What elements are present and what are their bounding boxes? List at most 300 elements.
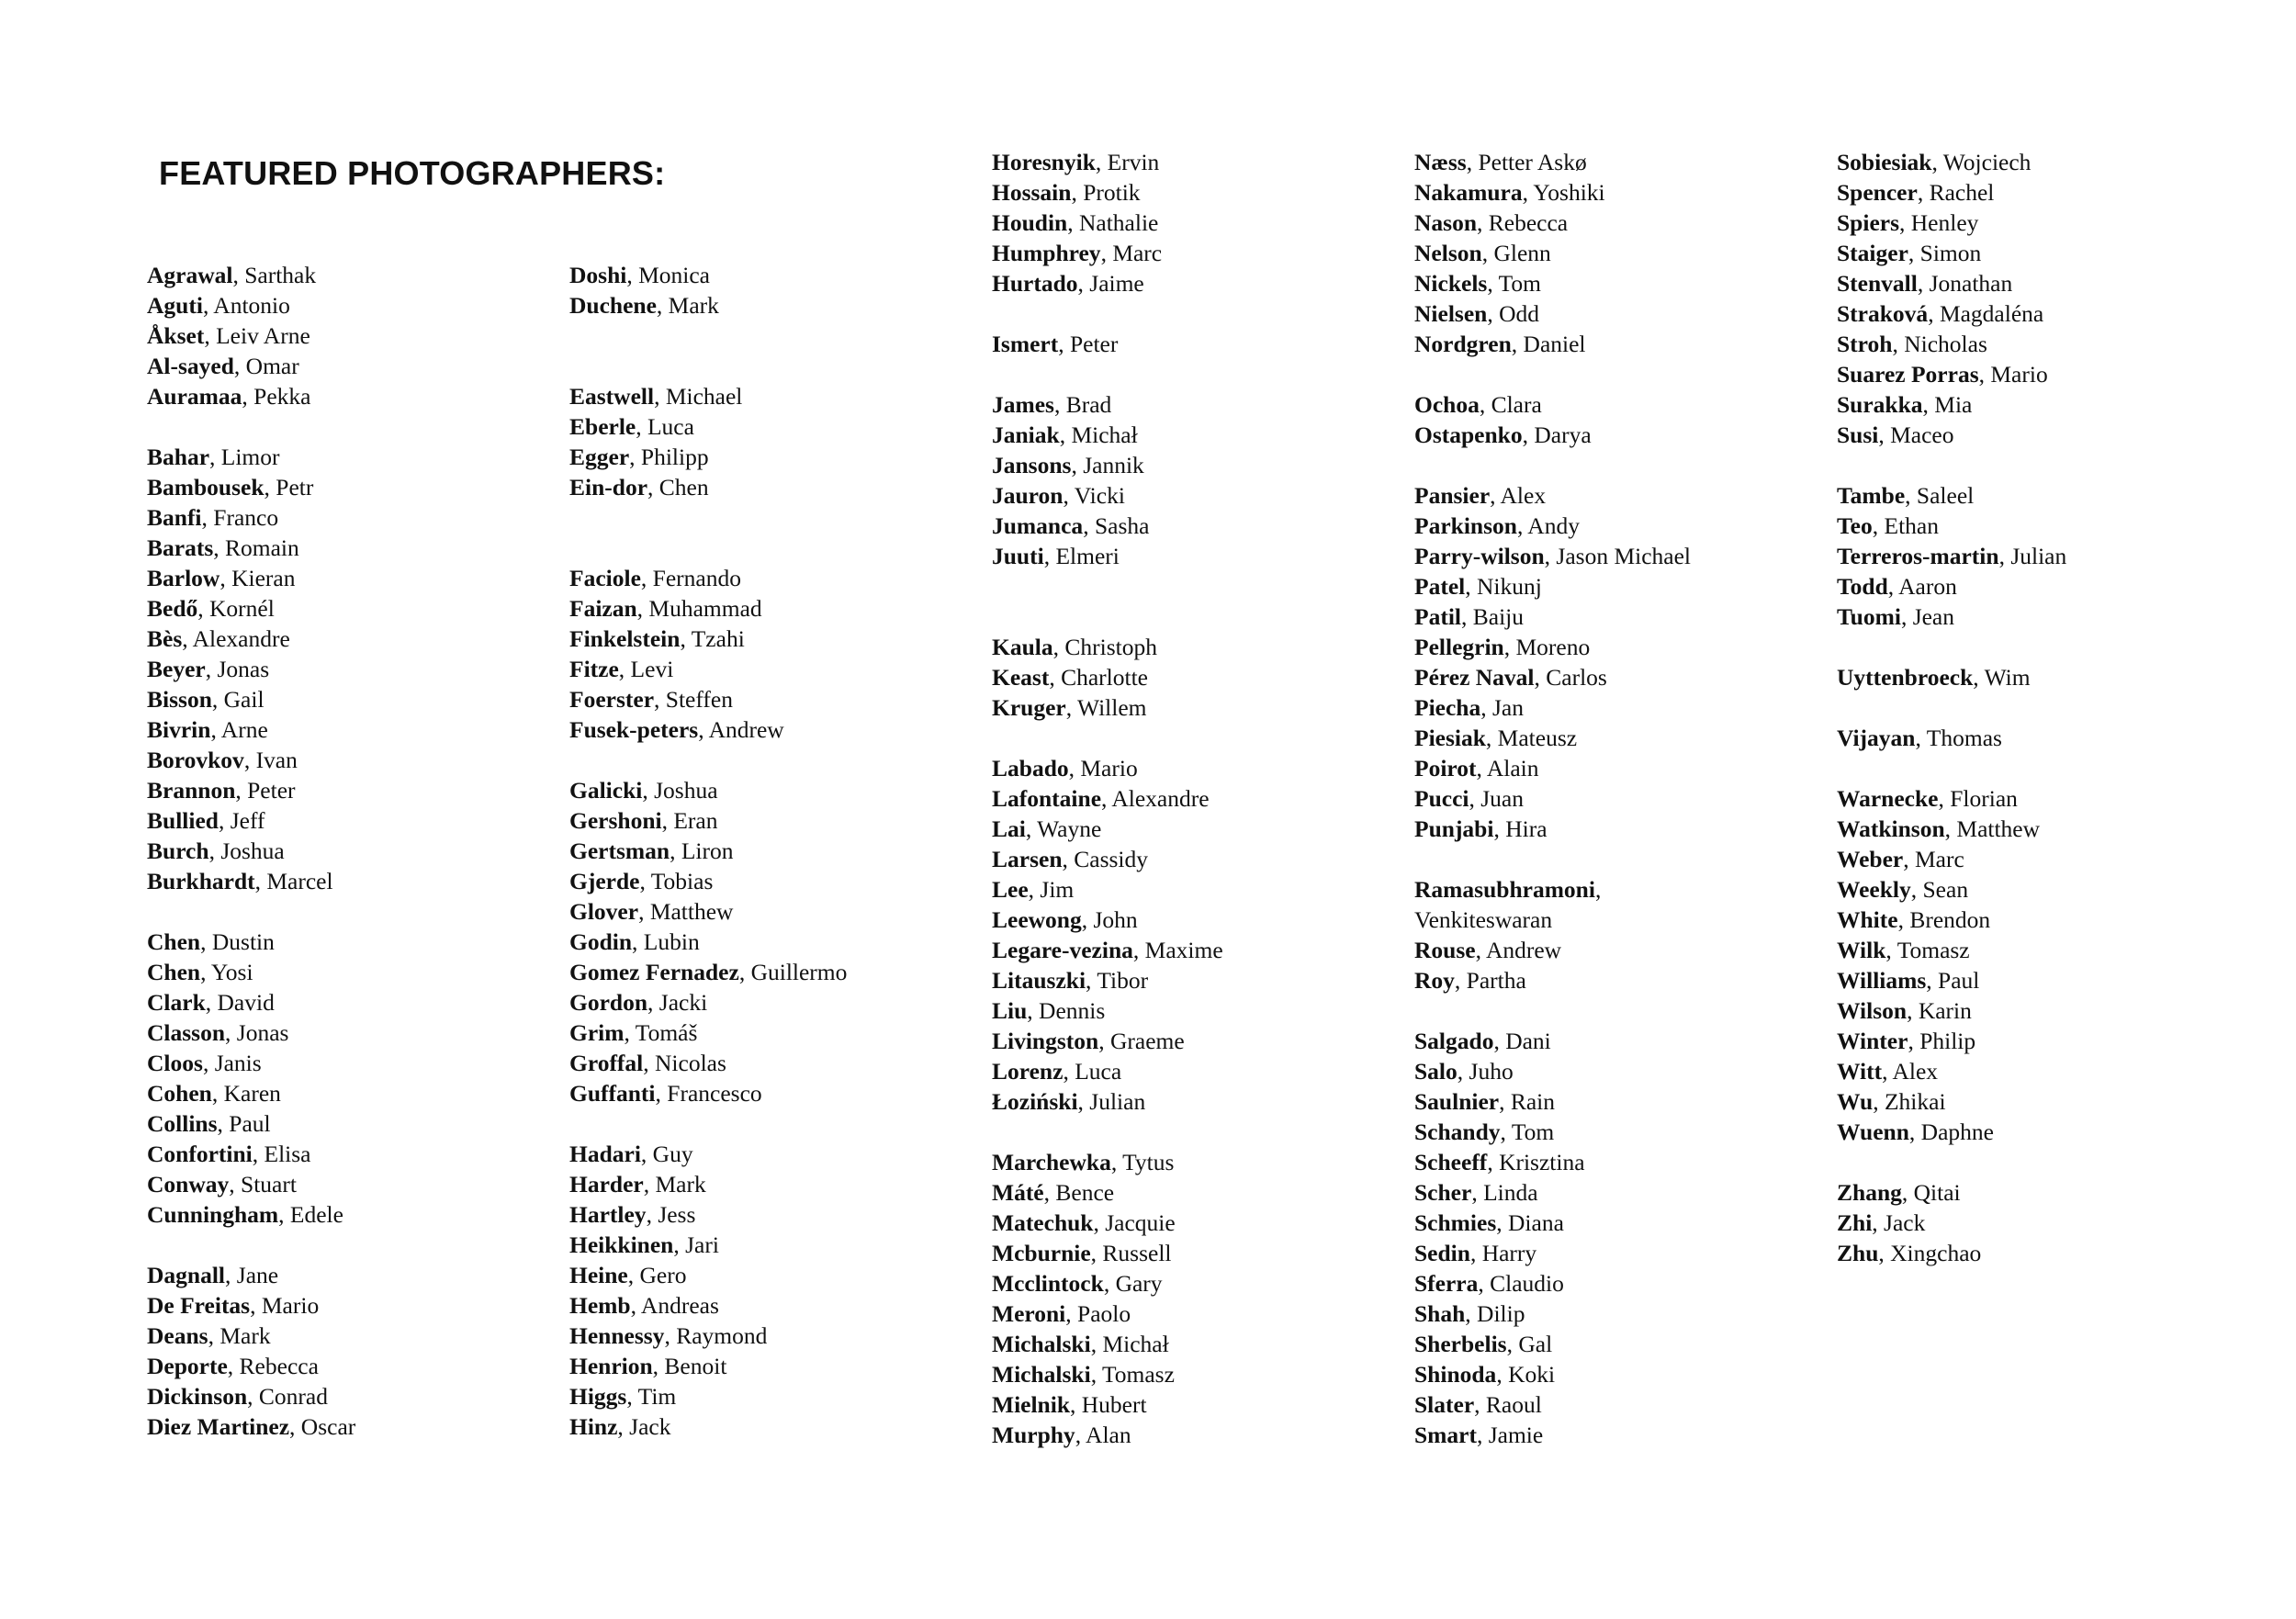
last-name: Næss	[1414, 149, 1467, 175]
last-name: Salo	[1414, 1058, 1458, 1085]
photographer-name: Bivrin, Arne	[147, 716, 268, 743]
photographer-name: Pucci, Juan	[1414, 785, 1524, 812]
photographer-name: Marchewka, Tytus	[992, 1149, 1175, 1175]
photographer-name: Litauszki, Tibor	[992, 967, 1149, 994]
first-name: Michael	[665, 383, 743, 410]
first-name: Jack	[1884, 1209, 1926, 1236]
photographer-name: Stenvall, Jonathan	[1837, 270, 2013, 297]
first-name: Steffen	[665, 686, 733, 713]
last-name: Spencer	[1837, 179, 1918, 206]
first-name: Antonio	[213, 292, 290, 319]
first-name: Thomas	[1926, 725, 2002, 751]
photographer-name: Bès, Alexandre	[147, 625, 290, 652]
first-name: Gal	[1518, 1331, 1553, 1357]
last-name: Sobiesiak	[1837, 149, 1932, 175]
first-name: Joshua	[220, 838, 285, 864]
first-name: Mark	[668, 292, 719, 319]
last-name: Surakka	[1837, 391, 1923, 418]
first-name: Jeff	[230, 807, 265, 834]
photographer-name: Finkelstein, Tzahi	[569, 625, 745, 652]
first-name: Pekka	[253, 383, 311, 410]
last-name: Zhi	[1837, 1209, 1873, 1236]
photographer-name: Salo, Juho	[1414, 1058, 1514, 1085]
first-name: Wojciech	[1942, 149, 2032, 175]
last-name: Heikkinen	[569, 1231, 674, 1258]
first-name: Baiju	[1472, 603, 1524, 630]
last-name: Sherbelis	[1414, 1331, 1507, 1357]
first-name: Mario	[261, 1292, 320, 1319]
photographer-name: Duchene, Mark	[569, 292, 719, 319]
photographer-name: Keast, Charlotte	[992, 664, 1148, 691]
last-name: Teo	[1837, 512, 1873, 539]
photographer-name: Confortini, Elisa	[147, 1141, 311, 1167]
first-name: Mark	[655, 1171, 706, 1197]
last-name: Barats	[147, 534, 214, 561]
photographer-name: Liu, Dennis	[992, 997, 1106, 1024]
photographer-name: Mcclintock, Gary	[992, 1270, 1163, 1297]
last-name: Straková	[1837, 300, 1929, 327]
photographer-name: Wuenn, Daphne	[1837, 1119, 1994, 1145]
photographer-name: Nason, Rebecca	[1414, 209, 1569, 236]
photographer-name: Scher, Linda	[1414, 1179, 1538, 1206]
first-name: Marcel	[266, 868, 333, 894]
photographer-name: Saulnier, Rain	[1414, 1088, 1556, 1115]
group-spacer	[569, 533, 974, 563]
photographer-name: Straková, Magdaléna	[1837, 300, 2044, 327]
photographer-name: Bahar, Limor	[147, 444, 280, 470]
first-name: Hira	[1505, 815, 1548, 842]
last-name: Faciole	[569, 565, 641, 591]
first-name: Nathalie	[1078, 209, 1159, 236]
last-name: Al-sayed	[147, 353, 234, 379]
first-name: Jaime	[1089, 270, 1144, 297]
photographer-name: Barlow, Kieran	[147, 565, 296, 591]
group-spacer	[1414, 995, 1818, 1026]
group-spacer	[1837, 753, 2241, 783]
last-name: Egger	[569, 444, 630, 470]
photographer-name: Groffal, Nicolas	[569, 1050, 726, 1076]
first-name: Maceo	[1890, 422, 1954, 448]
photographer-name: Salgado, Dani	[1414, 1028, 1551, 1054]
photographer-name: Wilson, Karin	[1837, 997, 1972, 1024]
last-name: Duchene	[569, 292, 657, 319]
last-name: Nielsen	[1414, 300, 1488, 327]
group-spacer	[569, 502, 974, 533]
photographer-name: Meroni, Paolo	[992, 1300, 1131, 1327]
photographer-name: Wilk, Tomasz	[1837, 937, 1970, 963]
photographer-name: Egger, Philipp	[569, 444, 709, 470]
first-name: Venkiteswaran	[1414, 906, 1553, 933]
photographer-name: Hartley, Jess	[569, 1201, 696, 1228]
last-name: Máté	[992, 1179, 1044, 1206]
last-name: Faizan	[569, 595, 637, 622]
photographer-name	[1414, 905, 1818, 935]
first-name: Jack	[629, 1413, 671, 1440]
last-name: Doshi	[569, 262, 627, 288]
photographer-name: Schmies, Diana	[1414, 1209, 1564, 1236]
photographer-name: Gershoni, Eran	[569, 807, 718, 834]
photographer-name: Bambousek, Petr	[147, 474, 314, 500]
last-name: Bivrin	[147, 716, 211, 743]
first-name: Graeme	[1109, 1028, 1185, 1054]
photographer-name: Mielnik, Hubert	[992, 1391, 1147, 1418]
first-name: Juho	[1469, 1058, 1514, 1085]
photographer-name: Gordon, Jacki	[569, 989, 708, 1016]
last-name: Lafontaine	[992, 785, 1102, 812]
last-name: Patel	[1414, 573, 1466, 600]
first-name: Oscar	[300, 1413, 356, 1440]
first-name: Cassidy	[1074, 846, 1149, 872]
last-name: Chen	[147, 928, 201, 955]
first-name: Gail	[223, 686, 264, 713]
last-name: Keast	[992, 664, 1050, 691]
first-name: Paolo	[1077, 1300, 1131, 1327]
photographer-name: Næss, Petter Askø	[1414, 149, 1587, 175]
photographer-name: Nielsen, Odd	[1414, 300, 1539, 327]
first-name: Elisa	[264, 1141, 311, 1167]
first-name: Hubert	[1081, 1391, 1147, 1418]
photographer-name: Borovkov, Ivan	[147, 747, 298, 773]
last-name: Weekly	[1837, 876, 1911, 903]
group-spacer	[147, 896, 551, 927]
last-name: Wuenn	[1837, 1119, 1909, 1145]
last-name: Mcclintock	[992, 1270, 1104, 1297]
first-name: Mark	[219, 1322, 271, 1349]
photographer-name: Pellegrin, Moreno	[1414, 634, 1591, 660]
first-name: Wayne	[1037, 815, 1102, 842]
photographer-name: Labado, Mario	[992, 755, 1138, 781]
last-name: Matechuk	[992, 1209, 1094, 1236]
first-name: Andy	[1527, 512, 1580, 539]
photographer-name: Tambe, Saleel	[1837, 482, 1975, 509]
photographer-name: Parkinson, Andy	[1414, 512, 1580, 539]
first-name: Sean	[1922, 876, 1969, 903]
first-name: Nikunj	[1476, 573, 1542, 600]
first-name: Matthew	[1956, 815, 2041, 842]
first-name: Rain	[1510, 1088, 1556, 1115]
first-name: Philip	[1919, 1028, 1976, 1054]
group-spacer	[1414, 359, 1818, 389]
last-name: Sedin	[1414, 1240, 1470, 1266]
first-name: Jacki	[658, 989, 708, 1016]
last-name: Higgs	[569, 1383, 627, 1410]
first-name: Mario	[1990, 361, 2048, 388]
first-name: Elmeri	[1055, 543, 1120, 569]
group-spacer	[569, 745, 974, 775]
first-name: Francesco	[667, 1080, 762, 1107]
photographer-name: Agrawal, Sarthak	[147, 262, 317, 288]
first-name: Mario	[1080, 755, 1138, 781]
first-name: Maxime	[1144, 937, 1223, 963]
first-name: Tim	[637, 1383, 677, 1410]
first-name: Clara	[1491, 391, 1542, 418]
photographer-name: Ochoa, Clara	[1414, 391, 1542, 418]
name-column-4	[1414, 147, 1818, 1450]
last-name: Collins	[147, 1110, 218, 1137]
first-name: Jane	[236, 1262, 279, 1288]
last-name: Banfi	[147, 504, 202, 531]
photographer-name: Guffanti, Francesco	[569, 1080, 762, 1107]
first-name: Joshua	[654, 777, 718, 804]
first-name: Glenn	[1493, 240, 1551, 266]
photographer-name: Burkhardt, Marcel	[147, 868, 333, 894]
last-name: Zhang	[1837, 1179, 1902, 1206]
first-name: Xingchao	[1890, 1240, 1982, 1266]
last-name: Liu	[992, 997, 1028, 1024]
last-name: Diez Martinez	[147, 1413, 290, 1440]
photographer-name: Bedő, Kornél	[147, 595, 275, 622]
first-name: Raoul	[1485, 1391, 1542, 1418]
last-name: Terreros-martin	[1837, 543, 1999, 569]
first-name: Matthew	[649, 898, 734, 925]
photographer-name: Houdin, Nathalie	[992, 209, 1159, 236]
last-name: Confortini	[147, 1141, 253, 1167]
first-name: Dani	[1505, 1028, 1551, 1054]
last-name: Hadari	[569, 1141, 641, 1167]
photographer-name: Zhang, Qitai	[1837, 1179, 1961, 1206]
first-name: Jason Michael	[1556, 543, 1691, 569]
last-name: Brannon	[147, 777, 236, 804]
first-name: Julian	[1089, 1088, 1146, 1115]
photographer-name: Brannon, Peter	[147, 777, 296, 804]
group-spacer	[1837, 450, 2241, 480]
last-name: Hurtado	[992, 270, 1078, 297]
last-name: Bès	[147, 625, 183, 652]
last-name: Winter	[1837, 1028, 1908, 1054]
first-name: Andrew	[1485, 937, 1562, 963]
first-name: Arne	[220, 716, 268, 743]
first-name: Tomasz	[1101, 1361, 1175, 1388]
photographer-name: Warnecke, Florian	[1837, 785, 2018, 812]
last-name: Williams	[1837, 967, 1927, 994]
photographer-name: Uyttenbroeck, Wim	[1837, 664, 2031, 691]
photographer-name: Scheeff, Krisztina	[1414, 1149, 1585, 1175]
last-name: Lai	[992, 815, 1026, 842]
first-name: Paul	[229, 1110, 271, 1137]
first-name: Qitai	[1913, 1179, 1961, 1206]
first-name: Christoph	[1064, 634, 1157, 660]
photographer-name: Piecha, Jan	[1414, 694, 1524, 721]
first-name: Omar	[245, 353, 299, 379]
first-name: Marc	[1914, 846, 1964, 872]
last-name: Harder	[569, 1171, 644, 1197]
photographer-name: Watkinson, Matthew	[1837, 815, 2041, 842]
last-name: James	[992, 391, 1054, 418]
last-name: Rouse	[1414, 937, 1476, 963]
last-name: Jauron	[992, 482, 1064, 509]
first-name: Linda	[1483, 1179, 1538, 1206]
photographer-name: Matechuk, Jacquie	[992, 1209, 1176, 1236]
page-title: FEATURED PHOTOGRAPHERS:	[159, 154, 666, 192]
first-name: Sasha	[1094, 512, 1150, 539]
last-name: Gershoni	[569, 807, 662, 834]
photographer-name: Auramaa, Pekka	[147, 383, 311, 410]
photographer-name: Roy, Partha	[1414, 967, 1526, 994]
photographer-name: Barats, Romain	[147, 534, 299, 561]
last-name: Clark	[147, 989, 206, 1016]
first-name: Diana	[1508, 1209, 1564, 1236]
last-name: Ochoa	[1414, 391, 1480, 418]
last-name: Ein-dor	[569, 474, 648, 500]
photographer-name: Janiak, Michał	[992, 422, 1138, 448]
first-name: Eran	[673, 807, 718, 834]
photographer-name: Spencer, Rachel	[1837, 179, 1995, 206]
first-name: Luca	[1075, 1058, 1122, 1085]
first-name: Protik	[1083, 179, 1141, 206]
photographer-name: Beyer, Jonas	[147, 656, 270, 682]
name-column-5	[1837, 147, 2241, 1268]
last-name: Janiak	[992, 422, 1060, 448]
last-name: Parkinson	[1414, 512, 1517, 539]
first-name: Michał	[1071, 422, 1138, 448]
first-name: Dennis	[1039, 997, 1106, 1024]
last-name: Deporte	[147, 1353, 228, 1379]
last-name: Cloos	[147, 1050, 203, 1076]
photographer-name: Dickinson, Conrad	[147, 1383, 328, 1410]
last-name: Chen	[147, 959, 201, 985]
photographer-name: Shinoda, Koki	[1414, 1361, 1556, 1388]
first-name: Sarthak	[244, 262, 317, 288]
first-name: Liron	[681, 838, 734, 864]
last-name: Roy	[1414, 967, 1455, 994]
last-name: Larsen	[992, 846, 1063, 872]
last-name: Weber	[1837, 846, 1904, 872]
last-name: Nason	[1414, 209, 1478, 236]
first-name: Yoshiki	[1533, 179, 1605, 206]
first-name: Marc	[1112, 240, 1163, 266]
first-name: Florian	[1950, 785, 2018, 812]
last-name: Hartley	[569, 1201, 647, 1228]
first-name: Vicki	[1074, 482, 1125, 509]
photographer-name: De Freitas, Mario	[147, 1292, 320, 1319]
last-name: Bullied	[147, 807, 219, 834]
first-name: Mia	[1934, 391, 1973, 418]
last-name: Salgado	[1414, 1028, 1494, 1054]
first-name: Jamie	[1488, 1422, 1544, 1448]
first-name: Guillermo	[750, 959, 848, 985]
photographer-name: Zhu, Xingchao	[1837, 1240, 1982, 1266]
last-name: Hemb	[569, 1292, 631, 1319]
last-name: Åkset	[147, 322, 205, 349]
photographer-name: Stroh, Nicholas	[1837, 331, 1987, 357]
last-name: Saulnier	[1414, 1088, 1500, 1115]
last-name: Meroni	[992, 1300, 1066, 1327]
first-name: Kieran	[231, 565, 296, 591]
first-name: Dustin	[211, 928, 275, 955]
last-name: Patil	[1414, 603, 1461, 630]
name-column-2	[569, 260, 974, 1442]
group-spacer	[569, 351, 974, 381]
last-name: Foerster	[569, 686, 655, 713]
last-name: Punjabi	[1414, 815, 1494, 842]
first-name: Tomáš	[635, 1019, 698, 1046]
first-name: Claudio	[1490, 1270, 1564, 1297]
last-name: Galicki	[569, 777, 643, 804]
photographer-name: Nakamura, Yoshiki	[1414, 179, 1605, 206]
first-name: Odd	[1499, 300, 1539, 327]
group-spacer	[1414, 450, 1818, 480]
name-column-1	[147, 260, 551, 1442]
name-column-3	[992, 147, 1396, 1450]
photographer-name: Sferra, Claudio	[1414, 1270, 1564, 1297]
first-name: Carlos	[1546, 664, 1607, 691]
photographer-name: Slater, Raoul	[1414, 1391, 1542, 1418]
last-name: Schmies	[1414, 1209, 1497, 1236]
last-name: Nelson	[1414, 240, 1482, 266]
first-name: Julian	[2010, 543, 2067, 569]
last-name: Heine	[569, 1262, 628, 1288]
photographer-name: Humphrey, Marc	[992, 240, 1163, 266]
first-name: Daphne	[1920, 1119, 1994, 1145]
first-name: Conrad	[258, 1383, 328, 1410]
photographer-name: Murphy, Alan	[992, 1422, 1131, 1448]
photographer-name: Zhi, Jack	[1837, 1209, 1926, 1236]
first-name: Tomasz	[1896, 937, 1970, 963]
first-name: Harry	[1481, 1240, 1537, 1266]
first-name: Krisztina	[1499, 1149, 1585, 1175]
first-name: Monica	[638, 262, 711, 288]
last-name: Watkinson	[1837, 815, 1945, 842]
first-name: Paul	[1938, 967, 1980, 994]
photographer-name: Deans, Mark	[147, 1322, 271, 1349]
group-spacer	[1837, 632, 2241, 662]
group-spacer	[1837, 1147, 2241, 1177]
photographer-name: Hennessy, Raymond	[569, 1322, 768, 1349]
last-name: Smart	[1414, 1422, 1477, 1448]
first-name: Gary	[1115, 1270, 1163, 1297]
photographer-name: Faciole, Fernando	[569, 565, 741, 591]
first-name: Mateusz	[1497, 725, 1578, 751]
first-name: Ethan	[1884, 512, 1939, 539]
last-name: Humphrey	[992, 240, 1101, 266]
last-name: Suarez Porras	[1837, 361, 1979, 388]
photographer-name: Suarez Porras, Mario	[1837, 361, 2048, 388]
last-name: Cohen	[147, 1080, 212, 1107]
first-name: Wim	[1984, 664, 2031, 691]
first-name: Franco	[213, 504, 279, 531]
photographer-name: Weber, Marc	[1837, 846, 1964, 872]
first-name: Edele	[289, 1201, 343, 1228]
photographer-name: Fitze, Levi	[569, 656, 674, 682]
first-name: Alex	[1892, 1058, 1939, 1085]
first-name: Willem	[1077, 694, 1147, 721]
first-name: David	[217, 989, 275, 1016]
photographer-name: Jansons, Jannik	[992, 452, 1144, 478]
photographer-name: Åkset, Leiv Arne	[147, 322, 310, 349]
last-name: Burch	[147, 838, 209, 864]
last-name: Scher	[1414, 1179, 1472, 1206]
first-name: Partha	[1466, 967, 1526, 994]
last-name: White	[1837, 906, 1898, 933]
first-name: Philipp	[640, 444, 709, 470]
first-name: Bence	[1055, 1179, 1115, 1206]
last-name: Burkhardt	[147, 868, 255, 894]
last-name: Conway	[147, 1171, 230, 1197]
photographer-name: Godin, Lubin	[569, 928, 700, 955]
photographer-name: Patil, Baiju	[1414, 603, 1524, 630]
first-name: Koki	[1508, 1361, 1556, 1388]
photographer-name: Michalski, Tomasz	[992, 1361, 1175, 1388]
photographer-name: Hurtado, Jaime	[992, 270, 1144, 297]
photographer-name: Higgs, Tim	[569, 1383, 677, 1410]
last-name: Shah	[1414, 1300, 1466, 1327]
photographer-name: Kaula, Christoph	[992, 634, 1157, 660]
first-name: Ervin	[1107, 149, 1160, 175]
photographer-name: Ostapenko, Darya	[1414, 422, 1592, 448]
group-spacer	[1837, 692, 2241, 723]
group-spacer	[147, 411, 551, 442]
photographer-name: Gertsman, Liron	[569, 838, 734, 864]
